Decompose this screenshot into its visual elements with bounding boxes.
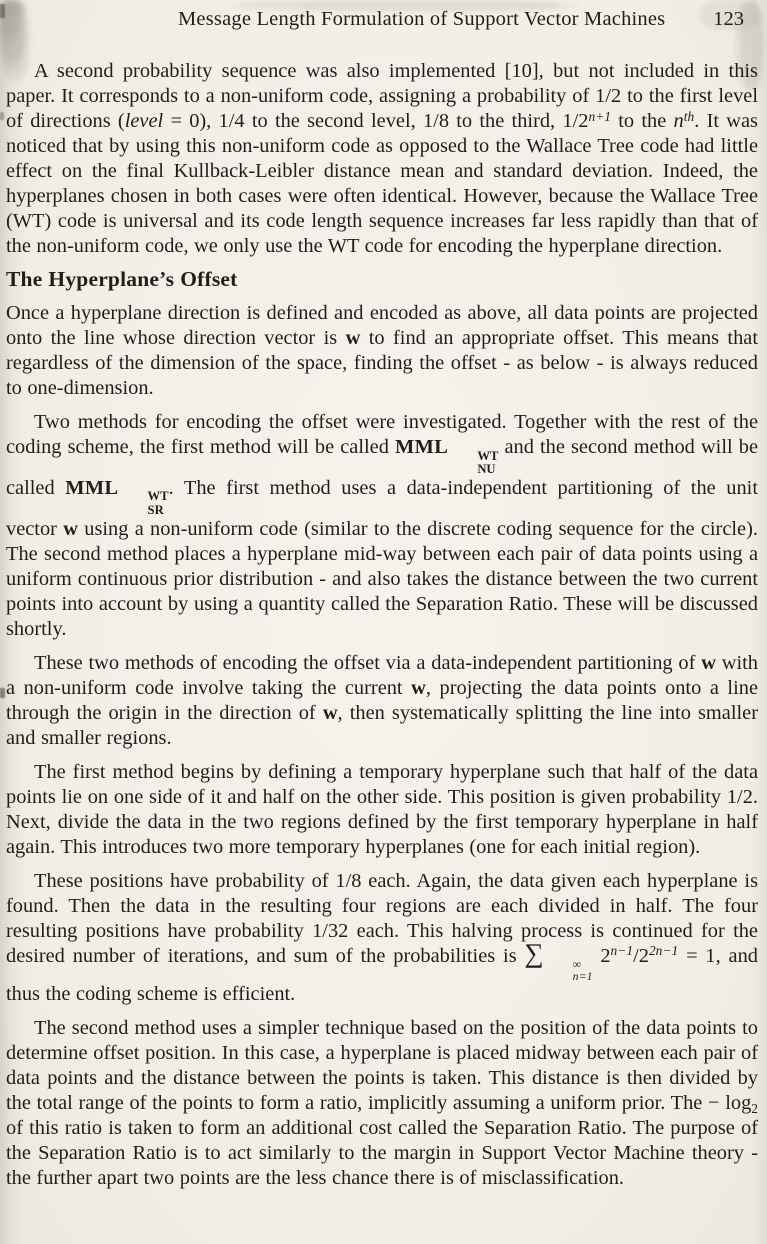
paragraph-offset-intro — [6, 301, 758, 401]
text-run: Two methods for encoding the offset were investigated. Together with the rest of the coding scheme, the first method will be called — [6, 411, 758, 458]
math-superscript: n+1 — [588, 108, 612, 124]
paragraph-first-method — [6, 760, 758, 860]
text-run: /2 — [633, 944, 649, 967]
math-bold-vector: w — [63, 517, 78, 540]
text-run: The first method begins by defining a temporary hyperplane such that half of the data points lie on one side of it and half on the other side. This position is given probability 1/2. Next, divide the data in the two regions defined by the first temporary hyperplane in half again. This introduces two more temporary hyperplanes (one for each initial region). — [6, 760, 758, 858]
math-subscript: 2 — [751, 1100, 758, 1116]
text-run: to the — [611, 110, 674, 132]
text-run: The second method uses a simpler technique based on the position of the data points to determine offset position. In this case, a hyperplane is placed midway between each pair of data points and the distance between the points is taken. This distance is then divided by the total range of the points to form a ratio, implicitly assuming a uniform prior. The − log — [6, 1017, 758, 1115]
paragraph-probability-sequence — [6, 59, 758, 259]
math-bold-vector: w — [701, 651, 716, 674]
text-run: using a non-uniform code (similar to the discrete coding sequence for the circle). The second method places a hyperplane mid-way between each pair of data points using a uniform continuous prior distribution - and also takes the distance between the two current points into account by using a quantity called the Separation Ratio. These will be discussed shortly. — [6, 517, 758, 640]
paragraph-second-method — [6, 1016, 758, 1191]
script-stack — [120, 490, 169, 516]
text-run: = 1, and thus the coding scheme is efficient. — [6, 944, 758, 1006]
text-run: , projecting the data points onto a line through the origin in the direction of — [6, 676, 758, 724]
math-italic-var: level — [124, 110, 164, 132]
sigma-symbol: ∑ — [524, 937, 544, 968]
stack-subscript: SR — [147, 502, 164, 517]
text-run: Once a hyperplane direction is defined and encoded as above, all data points are projected onto the line whose direction vector is — [6, 302, 758, 349]
text-run: 2 — [592, 944, 611, 967]
mml-notation — [65, 476, 169, 517]
text-run: to find an appropriate offset. This means that regardless of the dimension of the space, finding the offset - as below - is always reduced to one-dimension. — [6, 327, 759, 399]
stack-superscript: WT — [477, 448, 499, 463]
running-head-title: Message Length Formulation of Support Vector Machines — [178, 8, 666, 30]
mml-base: MML — [395, 436, 449, 458]
summation — [524, 937, 593, 983]
math-bold-vector: w — [411, 676, 426, 699]
text-run: , then systematically splitting the line into smaller and smaller regions. — [6, 701, 758, 749]
mml-notation — [395, 436, 499, 476]
math-superscript: n−1 — [610, 943, 634, 959]
text-run: These two methods of encoding the offset via a data-independent partitioning of — [34, 651, 702, 674]
stack-subscript: NU — [477, 461, 496, 476]
section-heading-hyperplane-offset: The Hyperplane’s Offset — [6, 267, 238, 291]
text-run: These positions have probability of 1/8 each. Again, the data given each hyperplane is found. Then the data in the resulting four regions are each divided in half. The four resulting positions have probability 1/32 each. This halving process is continued for the desired number of iterations, and sum of the probabilities is — [6, 869, 758, 967]
limit-stack — [545, 958, 593, 983]
math-bold-vector: w — [322, 701, 338, 724]
math-superscript: th — [683, 108, 695, 124]
text-run: with a non-uniform code involve taking the current — [6, 651, 758, 699]
script-stack — [449, 450, 498, 476]
text-run: . It was noticed that by using this non-uniform code as opposed to the Wallace Tree code had little effect on the final Kullback-Leibler distance mean and standard deviation. Indeed, the hyperplanes chosen in both cases were often identical. However, because the Wallace Tree (WT) code is universal and its code length sequence increases far less rapidly than that of the non-uniform code, we only use the WT code for encoding the hyperplane direction. — [6, 110, 758, 257]
text-run: and the second method will be called — [6, 436, 758, 499]
text-run: of this ratio is taken to form an additional cost called the Separation Ratio. The purpose of the Separation Ratio is to act similarly to the margin in Support Vector Machine theory - the further apart two points are the less chance there is of misclassification. — [6, 1117, 758, 1190]
running-header — [6, 8, 758, 35]
paragraph-probabilities-sum — [6, 869, 758, 1008]
math-italic-var: n — [673, 110, 684, 132]
stack-superscript: WT — [147, 489, 169, 504]
math-superscript: 2n−1 — [648, 943, 679, 959]
page-number: 123 — [713, 8, 744, 30]
paragraph-two-methods — [6, 410, 758, 642]
text-run: = 0), 1/4 to the second level, 1/8 to the third, 1/2 — [163, 110, 589, 132]
lower-limit: n=1 — [572, 968, 593, 983]
upper-limit: ∞ — [572, 956, 582, 971]
paragraph-partitioning — [6, 651, 758, 751]
page-body — [6, 59, 758, 1191]
text-run: A second probability sequence was also implemented [10], but not included in this paper. It corresponds to a non-uniform code, assigning a probability of 1/2 to the first level of directions ( — [6, 60, 758, 132]
math-bold-vector: w — [345, 327, 361, 349]
mml-base: MML — [65, 476, 119, 499]
text-run: . The first method uses a data-independent partitioning of the unit vector — [6, 476, 758, 540]
